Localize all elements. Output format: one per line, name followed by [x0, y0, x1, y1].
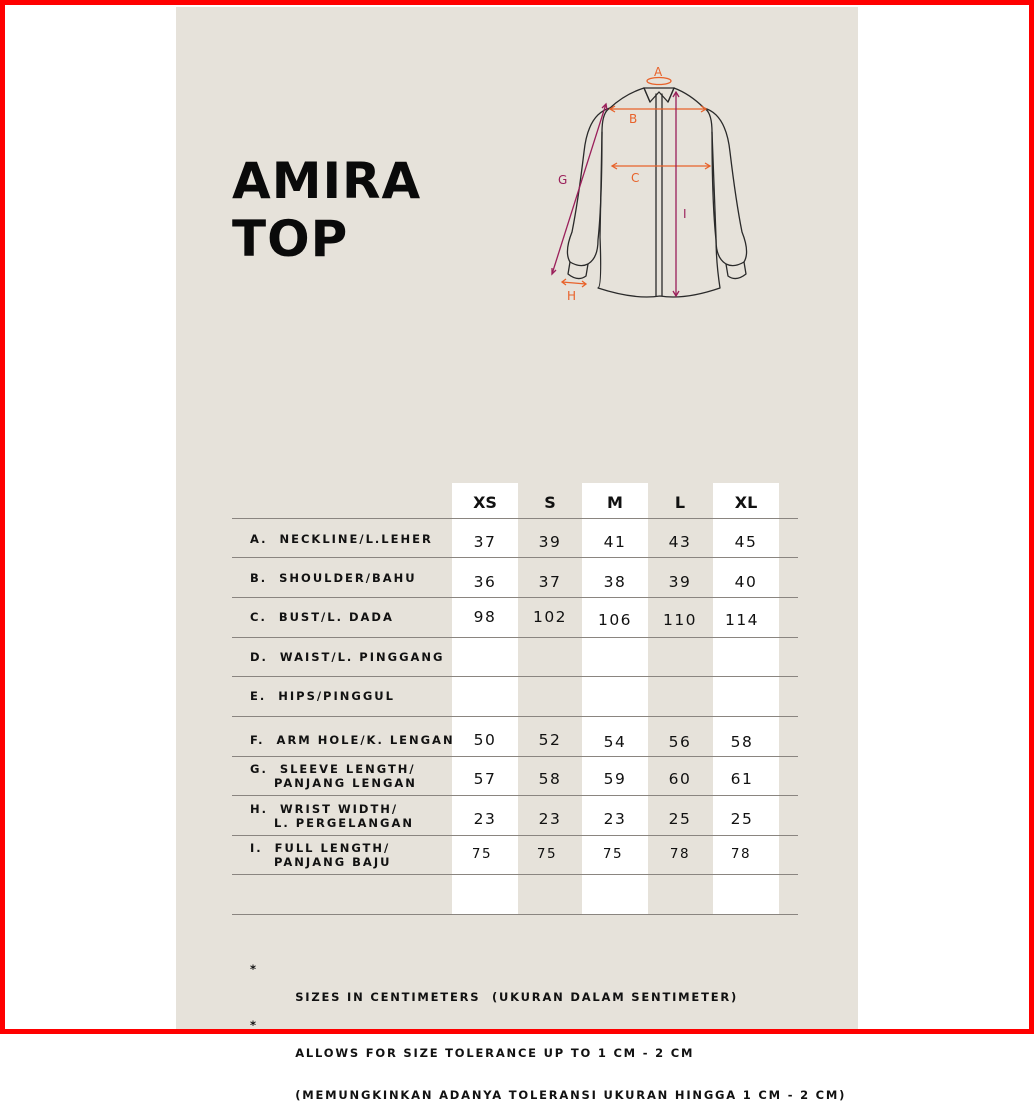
size-header-s: S — [544, 493, 556, 512]
cell-full-length-xl: 78 — [730, 846, 752, 862]
row-label-neckline: A. NECKLINE/L.LEHER — [250, 532, 433, 546]
cell-shoulder-xs: 36 — [473, 573, 497, 591]
footnote-2-text: ALLOWS FOR SIZE TOLERANCE UP TO 1 CM - 2 CM — [295, 1046, 695, 1060]
measure-b-label: B — [629, 112, 638, 126]
cell-neckline-m: 41 — [603, 533, 627, 551]
measure-b-shoulder — [610, 106, 706, 126]
cell-neckline-s: 39 — [538, 533, 562, 551]
garment-left-sleeve — [567, 108, 610, 279]
cell-bust-xl: 114 — [724, 611, 760, 629]
cell-wrist-width-xl: 25 — [730, 810, 754, 828]
cell-neckline-xs: 37 — [473, 533, 497, 551]
garment-right-sleeve — [704, 108, 747, 279]
measure-g-label: G — [558, 173, 568, 187]
product-title-line2: TOP — [232, 210, 349, 268]
row-divider — [232, 676, 798, 677]
cell-arm-hole-xs: 50 — [473, 731, 497, 749]
cell-bust-s: 102 — [532, 608, 568, 626]
cell-sleeve-length-xs: 57 — [473, 770, 497, 788]
cell-shoulder-s: 37 — [538, 573, 562, 591]
size-header-m: M — [607, 493, 623, 512]
measure-c-label: C — [631, 171, 640, 185]
size-header-xs: XS — [473, 493, 497, 512]
size-header-xl: XL — [734, 493, 758, 512]
row-divider — [232, 637, 798, 638]
footnote-3 — [250, 1074, 846, 1116]
cell-arm-hole-m: 54 — [603, 733, 627, 751]
row-divider — [232, 795, 798, 796]
row-label-bust: C. BUST/L. DADA — [250, 610, 394, 624]
cell-bust-m: 106 — [597, 611, 633, 629]
cell-wrist-width-s: 23 — [538, 810, 562, 828]
row-divider — [232, 874, 798, 875]
row-divider — [232, 557, 798, 558]
row-label-waist: D. WAIST/L. PINGGANG — [250, 650, 445, 664]
row-divider — [232, 716, 798, 717]
cell-bust-xs: 98 — [473, 608, 497, 626]
cell-bust-l: 110 — [662, 611, 698, 629]
cell-arm-hole-s: 52 — [538, 731, 562, 749]
product-title-line1: AMIRA — [232, 152, 422, 210]
cell-neckline-xl: 45 — [734, 533, 758, 551]
garment-diagram — [540, 62, 770, 312]
row-label-full-length: I. FULL LENGTH/ PANJANG BAJU — [250, 841, 392, 869]
measure-i-full-length — [673, 92, 687, 296]
measure-a-neckline — [647, 65, 671, 85]
footnote-star: * — [250, 1018, 258, 1032]
footnote-3-text: (MEMUNGKINKAN ADANYA TOLERANSI UKURAN HINGGA 1 CM - 2 CM) — [295, 1088, 847, 1102]
row-label-shoulder: B. SHOULDER/BAHU — [250, 571, 417, 585]
cell-sleeve-length-xl: 61 — [730, 770, 754, 788]
cell-sleeve-length-s: 58 — [538, 770, 562, 788]
row-divider — [232, 518, 798, 519]
row-divider — [232, 756, 798, 757]
row-label-hips: E. HIPS/PINGGUL — [250, 689, 395, 703]
cell-full-length-xs: 75 — [471, 846, 493, 862]
cell-shoulder-m: 38 — [603, 573, 627, 591]
cell-shoulder-xl: 40 — [734, 573, 758, 591]
measure-h-label: H — [567, 289, 577, 303]
cell-full-length-m: 75 — [602, 846, 624, 862]
product-title — [232, 152, 421, 268]
row-divider — [232, 835, 798, 836]
cell-wrist-width-xs: 23 — [473, 810, 497, 828]
footnote-1 — [250, 962, 846, 1018]
cell-sleeve-length-m: 59 — [603, 770, 627, 788]
cell-arm-hole-xl: 58 — [730, 733, 754, 751]
cell-neckline-l: 43 — [668, 533, 692, 551]
row-label-arm-hole: F. ARM HOLE/K. LENGAN — [250, 733, 455, 747]
footnotes — [250, 962, 846, 1116]
measure-c-bust — [612, 163, 710, 185]
cell-sleeve-length-l: 60 — [668, 770, 692, 788]
cell-wrist-width-l: 25 — [668, 810, 692, 828]
footnote-2 — [250, 1018, 846, 1074]
measure-i-label: I — [683, 207, 687, 221]
cell-arm-hole-l: 56 — [668, 733, 692, 751]
footnote-star: * — [250, 962, 258, 976]
measure-a-label: A — [654, 65, 663, 79]
cell-full-length-s: 75 — [536, 846, 558, 862]
row-label-sleeve-length: G. SLEEVE LENGTH/ PANJANG LENGAN — [250, 762, 417, 790]
row-divider — [232, 597, 798, 598]
cell-full-length-l: 78 — [669, 846, 691, 862]
garment-body-outline — [598, 88, 720, 297]
measure-h-wrist — [562, 279, 586, 303]
cell-wrist-width-m: 23 — [603, 810, 627, 828]
measure-g-sleeve-length — [552, 104, 607, 274]
row-label-wrist-width: H. WRIST WIDTH/ L. PERGELANGAN — [250, 802, 414, 830]
footnote-1-text: SIZES IN CENTIMETERS (UKURAN DALAM SENTIMETER) — [295, 990, 739, 1004]
garment-placket — [656, 94, 662, 296]
row-divider — [232, 914, 798, 915]
size-header-l: L — [674, 493, 686, 512]
cell-shoulder-l: 39 — [668, 573, 692, 591]
